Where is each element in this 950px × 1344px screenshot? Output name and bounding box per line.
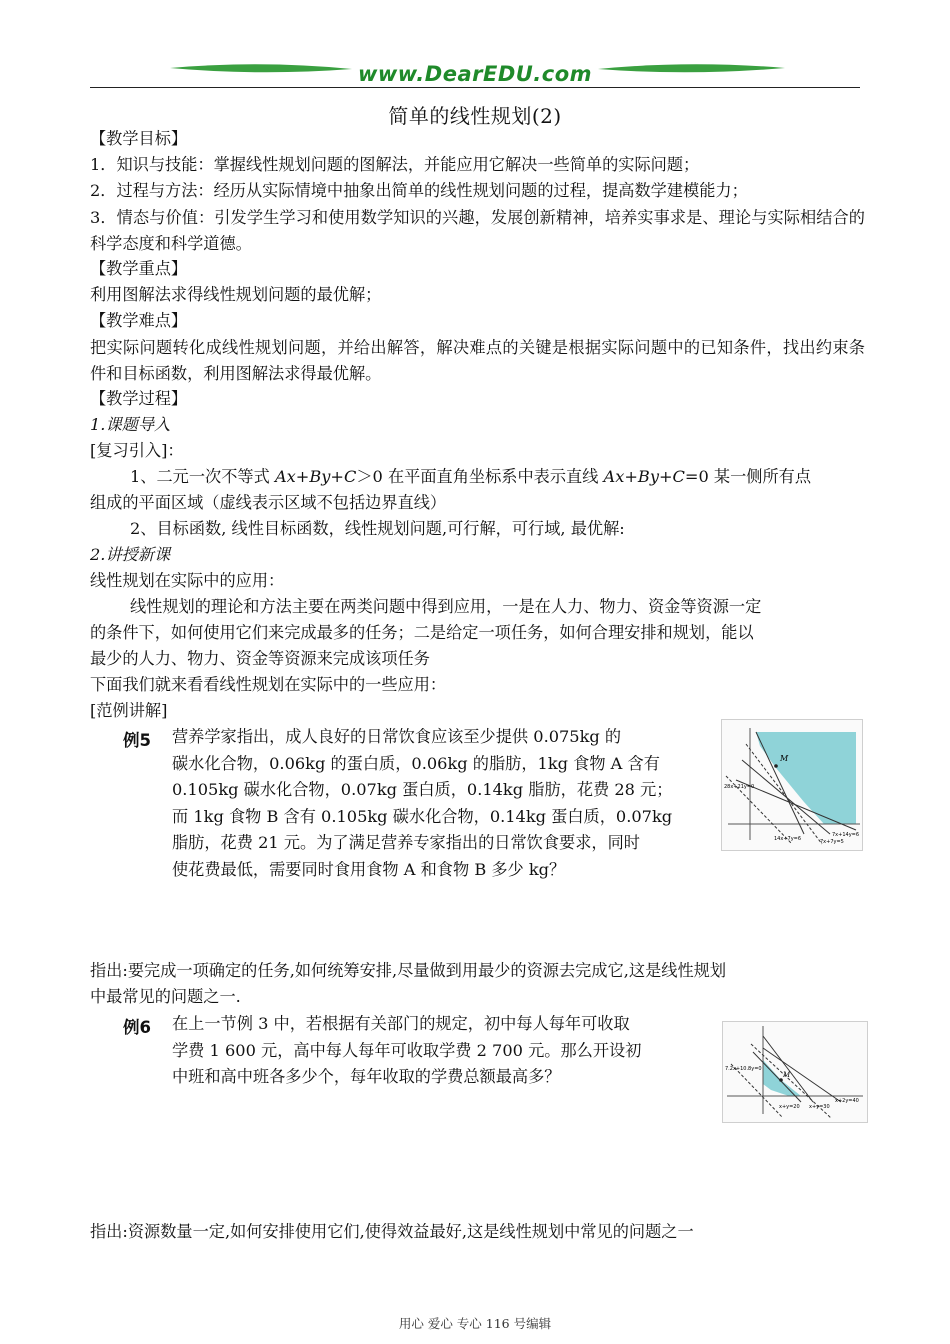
point-label: M: [780, 754, 789, 763]
example-5-graph: [722, 720, 862, 850]
review-item-1: [130, 465, 905, 489]
line-label: 7.2x+10.8y=0: [725, 1066, 762, 1072]
line-label: 7x+7y=5: [820, 839, 844, 845]
point-label: M: [783, 1071, 791, 1079]
line-label: x+2y=40: [835, 1098, 859, 1104]
example-5-line: 营养学家指出，成人良好的日常饮食应该至少提供 0.075kg 的: [172, 727, 622, 746]
objectives-heading: 【教学目标】: [90, 129, 188, 148]
examples-heading: [范例讲解]: [90, 701, 168, 720]
review-1-expr-2: Ax+By+C: [603, 467, 685, 486]
example-6-graph: [723, 1022, 867, 1122]
line-label: 7x+14y=6: [832, 832, 860, 838]
review-1-suffix: =0 某一侧所有点: [684, 467, 812, 486]
section-1-title: 1.课题导入: [90, 415, 171, 434]
review-1-prefix: 1、二元一次不等式: [130, 467, 275, 486]
difficulty-heading: 【教学难点】: [90, 311, 188, 330]
example-5-note-line-1: 指出:要完成一项确定的任务,如何统筹安排,尽量做到用最少的资源去完成它,这是线性规划: [90, 961, 727, 980]
example-5-figure: [721, 719, 863, 851]
example-6-text: [172, 1011, 712, 1091]
application-intro: 下面我们就来看看线性规划在实际中的一些应用：: [90, 675, 447, 694]
line-label: x+y=30: [809, 1104, 830, 1110]
section-2-title: 2.讲授新课: [90, 545, 171, 564]
line-label: 28x+21y=0: [724, 784, 755, 790]
feasible-region: [756, 732, 856, 824]
example-6-line: 中班和高中班各多少个，每年收取的学费总额最高多？: [172, 1067, 561, 1086]
example-5-line: 碳水化合物，0.06kg 的蛋白质，0.06kg 的脂肪，1kg 食物 A 含有: [172, 753, 660, 773]
example-5-line: 0.105kg 碳水化合物，0.07kg 蛋白质，0.14kg 脂肪，花费 28 元；: [172, 780, 673, 799]
example-5-label: 例5: [123, 731, 151, 750]
line-label: 14x+7y=6: [774, 836, 802, 842]
example-5-line: 使花费最低，需要同时食用食物 A 和食物 B 多少 kg？: [172, 859, 566, 879]
application-para-line-3: 最少的人力、物力、资金等资源来完成该项任务: [90, 649, 430, 668]
example-6-note: 指出:资源数量一定,如何安排使用它们,使得效益最好,这是线性规划中常见的问题之一: [90, 1222, 694, 1241]
review-heading: [复习引入]：: [90, 441, 184, 460]
application-para-line-1: 线性规划的理论和方法主要在两类问题中得到应用，一是在人力、物力、资金等资源一定: [130, 597, 762, 616]
application-para-line-2: 的条件下，如何使用它们来完成最多的任务；二是给定一项任务，如何合理安排和规划，能以: [90, 623, 754, 642]
example-5-line: 脂肪，花费 21 元。为了满足营养专家指出的日常饮食要求，同时: [172, 833, 640, 852]
example-6-label: 例6: [123, 1018, 151, 1037]
review-item-2: 2、目标函数, 线性目标函数，线性规划问题,可行解，可行域, 最优解:: [130, 519, 625, 538]
difficulty-text: 把实际问题转化成线性规划问题，并给出解答，解决难点的关键是根据实际问题中的已知条件，找出约束条件和目标函数，利用图解法求得最优解。: [90, 338, 865, 383]
site-logo[interactable]: www.DearEDU.com: [357, 62, 593, 86]
process-heading: 【教学过程】: [90, 389, 188, 408]
optimal-point: [774, 764, 778, 768]
application-heading: 线性规划在实际中的应用：: [90, 571, 285, 590]
review-1-mid: ＞0 在平面直角坐标系中表示直线: [356, 467, 604, 486]
objective-1: 1．知识与技能：掌握线性规划问题的图解法，并能应用它解决一些简单的实际问题；: [90, 155, 700, 174]
key-point-text: 利用图解法求得线性规划问题的最优解；: [90, 285, 382, 304]
review-item-1-line2: 组成的平面区域（虚线表示区域不包括边界直线）: [90, 493, 447, 512]
example-6-line: 学费 1 600 元，高中每人每年可收取学费 2 700 元。那么开设初: [172, 1040, 642, 1060]
page-title: 简单的线性规划(2): [388, 104, 562, 128]
header-rule: [90, 87, 860, 88]
page-footer: 用心 爱心 专心 116 号编辑: [398, 1316, 552, 1331]
line-label: x+y=20: [779, 1104, 800, 1110]
example-5-text: [172, 724, 712, 883]
example-5-line: 而 1kg 食物 B 含有 0.105kg 碳水化合物，0.14kg 蛋白质，0.07kg: [172, 806, 673, 826]
key-point-heading: 【教学重点】: [90, 259, 188, 278]
example-6-figure: [722, 1021, 868, 1123]
review-1-expr-1: Ax+By+C: [274, 467, 357, 486]
objective-2: 2．过程与方法：经历从实际情境中抽象出简单的线性规划问题的过程，提高数学建模能力；: [90, 181, 748, 200]
example-6-line: 在上一节例 3 中，若根据有关部门的规定，初中每人每年可收取: [172, 1014, 630, 1033]
page-header: [90, 58, 860, 90]
objective-3: 3．情态与价值：引发学生学习和使用数学知识的兴趣，发展创新精神，培养实事求是、理论与实际相结合的科学态度和科学道德。: [90, 208, 865, 253]
example-5-note-line-2: 中最常见的问题之一.: [90, 987, 241, 1006]
